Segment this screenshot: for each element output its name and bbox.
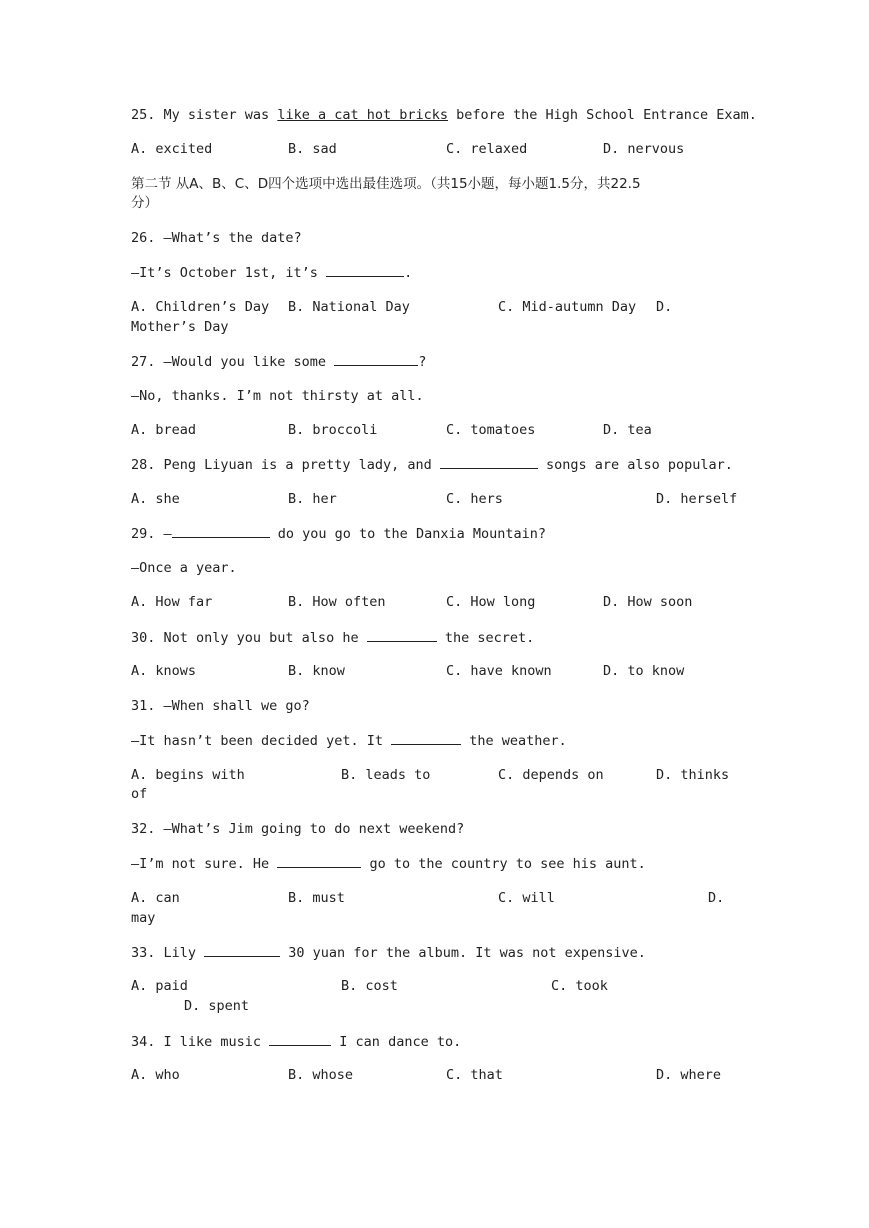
question-27-stem: 27. —Would you like some ?: [131, 351, 426, 372]
option-d: D.: [708, 890, 725, 906]
question-31-reply: —It hasn’t been decided yet. It the weather.: [131, 730, 567, 751]
option-d: D.: [656, 299, 673, 315]
answer-blank: [172, 523, 270, 538]
option-c: C. hers: [446, 491, 503, 507]
option-b: B. leads to: [341, 767, 431, 783]
answer-blank: [277, 853, 361, 868]
option-b: B. whose: [288, 1067, 354, 1083]
option-c: C. took: [551, 978, 608, 994]
option-a: A. paid: [131, 978, 188, 994]
question-32-stem: 32. —What’s Jim going to do next weekend?: [131, 821, 465, 837]
option-d: D. to know: [603, 663, 685, 679]
question-28-stem: 28. Peng Liyuan is a pretty lady, and songs are also popular.: [131, 454, 733, 475]
option-c: C. Mid-autumn Day: [498, 299, 637, 315]
option-c: C. tomatoes: [446, 422, 536, 438]
section-heading-cont: 分）: [131, 195, 158, 211]
question-29-reply: —Once a year.: [131, 560, 237, 576]
option-b: B. National Day: [288, 299, 410, 315]
option-d: D. where: [656, 1067, 722, 1083]
option-b: B. know: [288, 663, 345, 679]
option-d: D. spent: [184, 998, 250, 1014]
option-b: B. cost: [341, 978, 398, 994]
underlined-phrase: like a cat hot bricks: [277, 107, 448, 123]
question-25-stem: 25. My sister was like a cat hot bricks before the High School Entrance Exam.: [131, 107, 757, 123]
question-32-reply: —I’m not sure. He go to the country to see his aunt.: [131, 853, 646, 874]
option-a: A. begins with: [131, 767, 245, 783]
answer-blank: [204, 942, 280, 957]
option-b: B. sad: [288, 141, 337, 157]
option-d-wrap: may: [131, 910, 156, 926]
option-d: D. How soon: [603, 594, 693, 610]
question-27-reply: —No, thanks. I’m not thirsty at all.: [131, 388, 424, 404]
answer-blank: [326, 262, 404, 277]
option-a: A. excited: [131, 141, 213, 157]
answer-blank: [334, 351, 418, 366]
question-31-stem: 31. —When shall we go?: [131, 698, 310, 714]
question-34-stem: 34. I like music I can dance to.: [131, 1031, 461, 1052]
answer-blank: [440, 454, 538, 469]
option-c: C. relaxed: [446, 141, 528, 157]
answer-blank: [391, 730, 461, 745]
option-d: D. tea: [603, 422, 652, 438]
option-a: A. bread: [131, 422, 197, 438]
option-c: C. How long: [446, 594, 536, 610]
question-29-stem: 29. — do you go to the Danxia Mountain?: [131, 523, 546, 544]
option-c: C. that: [446, 1067, 503, 1083]
option-d: D. thinks: [656, 767, 730, 783]
option-b: B. broccoli: [288, 422, 378, 438]
question-30-stem: 30. Not only you but also he the secret.: [131, 627, 534, 648]
option-b: B. must: [288, 890, 345, 906]
option-a: A. knows: [131, 663, 197, 679]
option-d-wrap: of: [131, 786, 148, 802]
option-a: A. Children’s Day: [131, 299, 270, 315]
option-c: C. will: [498, 890, 555, 906]
option-c: C. have known: [446, 663, 552, 679]
option-b: B. her: [288, 491, 337, 507]
option-a: A. How far: [131, 594, 213, 610]
option-d-wrap: Mother’s Day: [131, 319, 229, 335]
section-heading: 第二节 从A、B、C、D四个选项中选出最佳选项。（共15小题，每小题1.5分，共22.5: [131, 176, 641, 192]
option-c: C. depends on: [498, 767, 604, 783]
question-26-stem: 26. —What’s the date?: [131, 230, 302, 246]
option-d: D. nervous: [603, 141, 685, 157]
question-33-stem: 33. Lily 30 yuan for the album. It was not expensive.: [131, 942, 646, 963]
option-d: D. herself: [656, 491, 738, 507]
question-26-answer-line: —It’s October 1st, it’s .: [131, 262, 412, 283]
answer-blank: [269, 1031, 331, 1046]
option-a: A. she: [131, 491, 180, 507]
answer-blank: [367, 627, 437, 642]
option-a: A. can: [131, 890, 180, 906]
option-a: A. who: [131, 1067, 180, 1083]
option-b: B. How often: [288, 594, 386, 610]
